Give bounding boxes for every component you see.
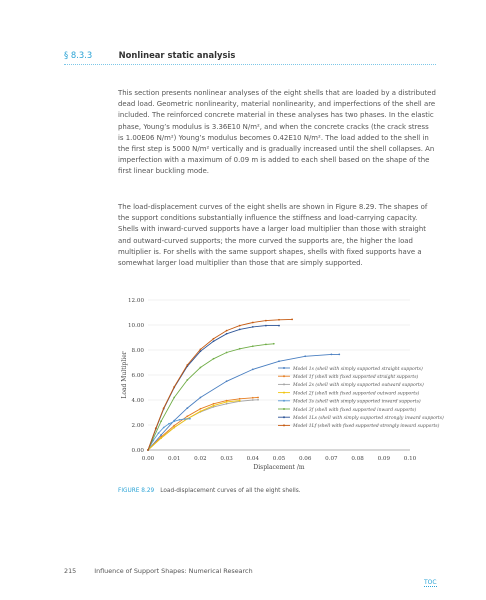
data-point: [273, 343, 275, 345]
y-tick-label: 6.00: [131, 373, 144, 379]
legend-entry: Model 1Lf (shell with fixed supported strongly inward supports): [293, 424, 440, 430]
data-point: [213, 340, 215, 342]
legend-marker: [283, 400, 285, 402]
y-axis-label: Load Multiplier: [121, 351, 128, 399]
legend-entry: Model 2f (shell with fixed supported outward supports): [293, 391, 420, 397]
series-line: [148, 344, 274, 450]
data-point: [239, 348, 241, 350]
data-point: [213, 405, 215, 407]
legend-marker: [283, 416, 285, 418]
data-point: [226, 401, 228, 403]
legend-marker: [283, 367, 285, 369]
data-point: [252, 399, 254, 401]
data-point: [173, 397, 175, 399]
data-point: [278, 319, 280, 321]
data-point: [265, 325, 267, 327]
data-point: [213, 338, 215, 340]
section-number: § 8.3.3: [64, 50, 93, 60]
series-line: [148, 398, 258, 451]
page-footer: [64, 567, 253, 575]
data-point: [200, 408, 202, 410]
data-point: [226, 330, 228, 332]
legend-entry: Model 1s (shell with simply supported straight supports): [293, 366, 423, 372]
data-point: [200, 397, 202, 399]
data-point: [226, 380, 228, 382]
data-point: [173, 427, 175, 429]
y-tick-label: 12.00: [127, 298, 144, 304]
data-point: [160, 434, 162, 436]
legend-marker: [283, 383, 285, 385]
data-point: [252, 368, 254, 370]
load-displacement-chart: [118, 292, 444, 482]
data-point: [265, 320, 267, 322]
data-point: [179, 419, 181, 421]
y-tick-label: 4.00: [131, 398, 144, 404]
data-point: [186, 415, 188, 417]
data-point: [239, 398, 241, 400]
data-point: [252, 345, 254, 347]
page-number: 215: [64, 567, 77, 575]
data-point: [252, 397, 254, 399]
data-point: [173, 420, 175, 422]
data-point: [168, 423, 170, 425]
legend-marker: [283, 375, 285, 377]
x-tick-label: 0.00: [141, 456, 155, 462]
data-point: [186, 379, 188, 381]
data-point: [239, 400, 241, 402]
x-tick-label: 0.05: [272, 456, 286, 462]
data-point: [213, 403, 215, 405]
series-line: [148, 319, 292, 450]
y-tick-label: 8.00: [131, 348, 144, 354]
figure-caption-text: Load-displacement curves of all the eight shells.: [160, 488, 301, 494]
data-point: [213, 358, 215, 360]
data-point: [147, 449, 149, 451]
data-point: [278, 325, 280, 327]
data-point: [239, 325, 241, 327]
x-tick-label: 0.07: [325, 456, 338, 462]
data-point: [186, 407, 188, 409]
y-tick-label: 10.00: [127, 323, 144, 329]
x-axis-label: Displacement /m: [253, 464, 305, 471]
data-point: [278, 360, 280, 362]
data-point: [158, 432, 160, 434]
data-point: [331, 353, 333, 355]
data-point: [226, 352, 228, 354]
data-point: [155, 427, 157, 429]
y-tick-label: 0.00: [131, 448, 144, 454]
section-heading: [64, 50, 235, 60]
x-tick-label: 0.04: [246, 456, 260, 462]
data-point: [338, 353, 340, 355]
data-point: [186, 364, 188, 366]
data-point: [265, 343, 267, 345]
data-point: [252, 322, 254, 324]
legend-entry: Model 2s (shell with simply supported outward supports): [293, 383, 424, 389]
x-tick-label: 0.08: [351, 456, 364, 462]
legend-marker: [283, 392, 285, 394]
x-tick-label: 0.01: [167, 456, 181, 462]
data-point: [200, 348, 202, 350]
data-point: [200, 367, 202, 369]
data-point: [160, 420, 162, 422]
data-point: [291, 318, 293, 320]
x-tick-label: 0.09: [377, 456, 391, 462]
x-tick-label: 0.02: [194, 456, 207, 462]
footer-title: Influence of Support Shapes: Numerical Research: [94, 567, 253, 575]
figure-label: FIGURE 8.29: [118, 488, 155, 494]
data-point: [226, 403, 228, 405]
x-tick-label: 0.06: [298, 456, 312, 462]
data-point: [252, 326, 254, 328]
legend-marker: [283, 424, 285, 426]
legend-entry: Model 3s (shell with simply supported inward supports): [293, 399, 421, 405]
data-point: [160, 437, 162, 439]
figure-caption: [118, 488, 301, 494]
toc-link[interactable]: TOC: [424, 579, 437, 586]
legend-entry: Model 1Ls (shell with simply supported strongly inward supports): [293, 416, 444, 421]
legend-entry: Model 3f (shell with fixed supported inward supports): [293, 407, 417, 413]
x-tick-label: 0.10: [403, 456, 417, 462]
data-point: [189, 418, 191, 420]
data-point: [184, 418, 186, 420]
data-point: [200, 410, 202, 412]
data-point: [163, 427, 165, 429]
data-point: [173, 386, 175, 388]
paragraph-2: The load-displacement curves of the eight shells are shown in Figure 8.29. The shapes of the support conditions substantially influence the stiffness and load-carrying capacity. Shells with inward-curved supports have a larger load multiplier than those with straight and outward-curved supports; the more curved the supports are, the higher the load multiplier is. For shells with the same support shapes, shells with fixed supports have a somewhat larger load multiplier than those that are simply supported.: [118, 203, 428, 268]
figure-chart: [118, 292, 444, 486]
heading-divider: [64, 64, 436, 65]
data-point: [239, 328, 241, 330]
data-point: [226, 333, 228, 335]
legend-entry: Model 1f (shell with fixed supported straight supports): [293, 375, 419, 380]
y-tick-label: 2.00: [131, 423, 144, 429]
legend-marker: [283, 408, 285, 410]
data-point: [304, 355, 306, 357]
x-tick-label: 0.03: [220, 456, 233, 462]
paragraph-1: This section presents nonlinear analyses of the eight shells that are loaded by a distributed dead load. Geometric nonlinearity, material nonlinearity, and imperfections of the shell are included. The reinforced concrete material in these analyses has two phases. In the elastic phase, Young’s modulus is 3.36E10 N/m², and when the concrete cracks (the crack stress is 1.00E06 N/m²) Young’s modulus becomes 0.42E10 N/m². The load added to the shell in the first step is 5000 N/m² vertically and is gradually increased until the shell collapses. An imperfection with a maximum of 0.09 m is added to each shell based on the shape of the first linear buckling mode.: [118, 89, 436, 176]
data-point: [257, 397, 259, 399]
data-point: [173, 425, 175, 427]
data-point: [257, 399, 259, 401]
section-title: Nonlinear static analysis: [118, 50, 236, 60]
data-point: [163, 407, 165, 409]
